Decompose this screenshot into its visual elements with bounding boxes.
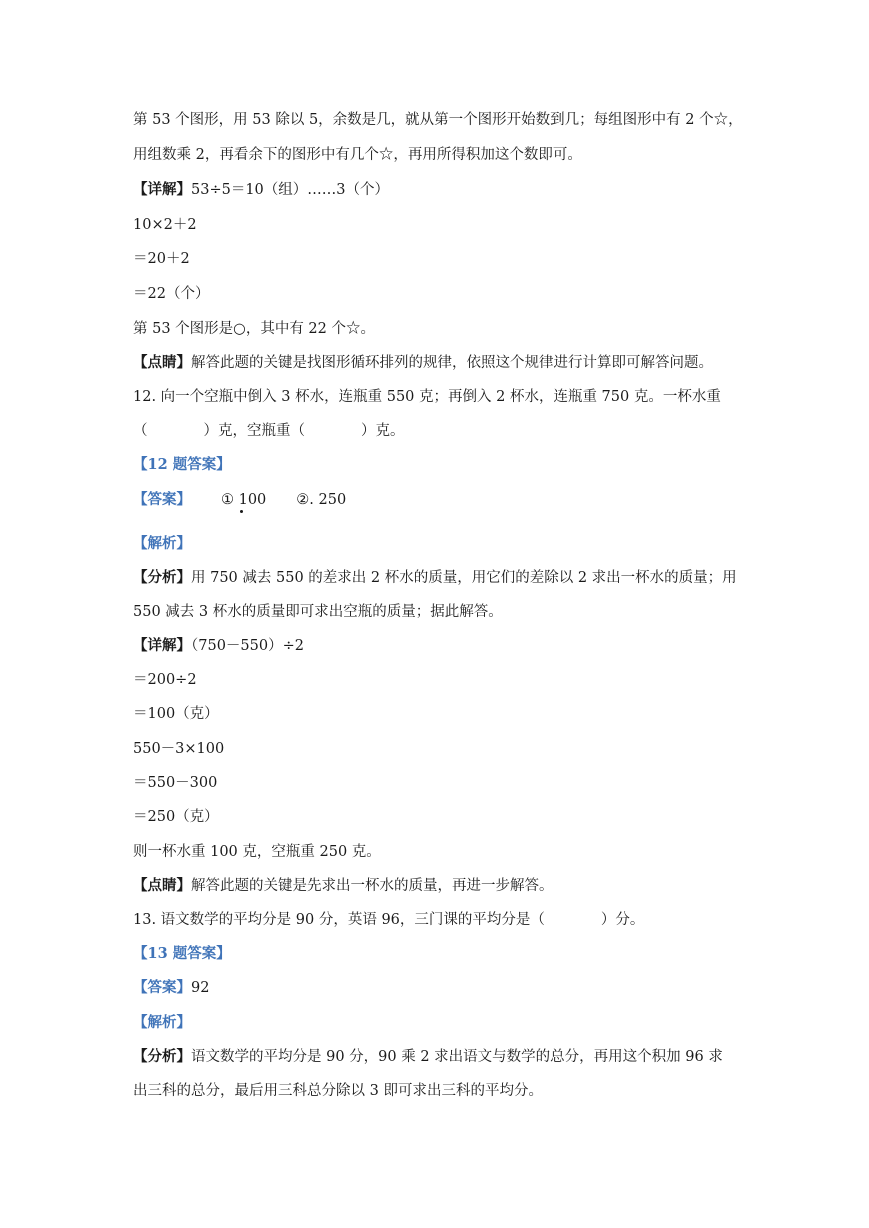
analysis-line: 用组数乘 2，再看余下的图形中有几个☆，再用所得积加这个数即可。	[133, 147, 582, 163]
analysis-line	[133, 568, 737, 588]
paren-open: （	[133, 423, 148, 439]
analysis-line: 550 减去 3 杯水的质量即可求出空瓶的质量；据此解答。	[133, 604, 503, 620]
answer-tag: 【答案】	[133, 491, 191, 508]
question-13-text: 13. 语文数学的平均分是 90 分，英语 96，三门课的平均分是（	[133, 912, 545, 928]
question-12-blanks	[133, 421, 405, 441]
dot-mark	[240, 510, 243, 513]
analysis-heading-12: 【解析】	[133, 535, 191, 552]
comment-tag: 【点睛】	[133, 354, 191, 371]
answer-value-2: ②. 250	[296, 492, 347, 508]
answer-heading-12: 【12 题答案】	[133, 456, 231, 473]
conclusion-line: 第 53 个图形是○，其中有 22 个☆。	[133, 321, 375, 337]
comment-tag: 【点睛】	[133, 877, 191, 894]
blank-end-text: ）克。	[361, 423, 405, 439]
equation: 10×2＋2	[133, 217, 197, 233]
blank-end-text: ）分。	[600, 912, 645, 928]
comment-text: 解答此题的关键是先求出一杯水的质量，再进一步解答。	[191, 878, 554, 894]
analysis-tag: 【分析】	[133, 1048, 191, 1065]
equation: ＝22（个）	[133, 286, 210, 302]
comment-line	[133, 353, 713, 373]
analysis-line: 第 53 个图形，用 53 除以 5，余数是几，就从第一个图形开始数到几；每组图形中有 2 个☆，	[133, 112, 743, 128]
answer-heading-13: 【13 题答案】	[133, 945, 231, 962]
analysis-line	[133, 1047, 723, 1067]
blank-middle-text: ）克，空瓶重（	[203, 423, 305, 439]
equation: （750－550）÷2	[191, 638, 304, 654]
equation: 550－3×100	[133, 741, 225, 757]
comment-line	[133, 876, 554, 896]
conclusion-line: 则一杯水重 100 克，空瓶重 250 克。	[133, 844, 381, 860]
answer-line-12	[133, 490, 346, 510]
equation: ＝100（克）	[133, 706, 219, 722]
analysis-line: 出三科的总分，最后用三科总分除以 3 即可求出三科的平均分。	[133, 1083, 543, 1099]
detail-tag: 【详解】	[133, 181, 191, 198]
equation: ＝550－300	[133, 775, 218, 791]
equation: ＝20＋2	[133, 251, 190, 267]
answer-value-1: ① 100	[221, 492, 267, 508]
analysis-tag: 【分析】	[133, 569, 191, 586]
detail-line	[133, 636, 304, 656]
question-12-line: 12. 向一个空瓶中倒入 3 杯水，连瓶重 550 克；再倒入 2 杯水，连瓶重 750 克。一杯水重	[133, 389, 721, 405]
answer-value: 92	[191, 980, 210, 996]
comment-text: 解答此题的关键是找图形循环排列的规律，依照这个规律进行计算即可解答问题。	[191, 355, 713, 371]
detail-tag: 【详解】	[133, 637, 191, 654]
analysis-heading-13: 【解析】	[133, 1014, 191, 1031]
answer-line-13	[133, 978, 209, 998]
equation: ＝200÷2	[133, 672, 197, 688]
answer-tag: 【答案】	[133, 979, 191, 996]
question-13-line	[133, 910, 644, 930]
analysis-text: 用 750 减去 550 的差求出 2 杯水的质量，用它们的差除以 2 求出一杯水的质量；用	[191, 570, 737, 586]
detail-line	[133, 180, 389, 200]
analysis-text: 语文数学的平均分是 90 分，90 乘 2 求出语文与数学的总分，再用这个积加 96 求	[191, 1049, 723, 1065]
equation: 53÷5＝10（组）……3（个）	[191, 182, 390, 198]
equation: ＝250（克）	[133, 809, 219, 825]
